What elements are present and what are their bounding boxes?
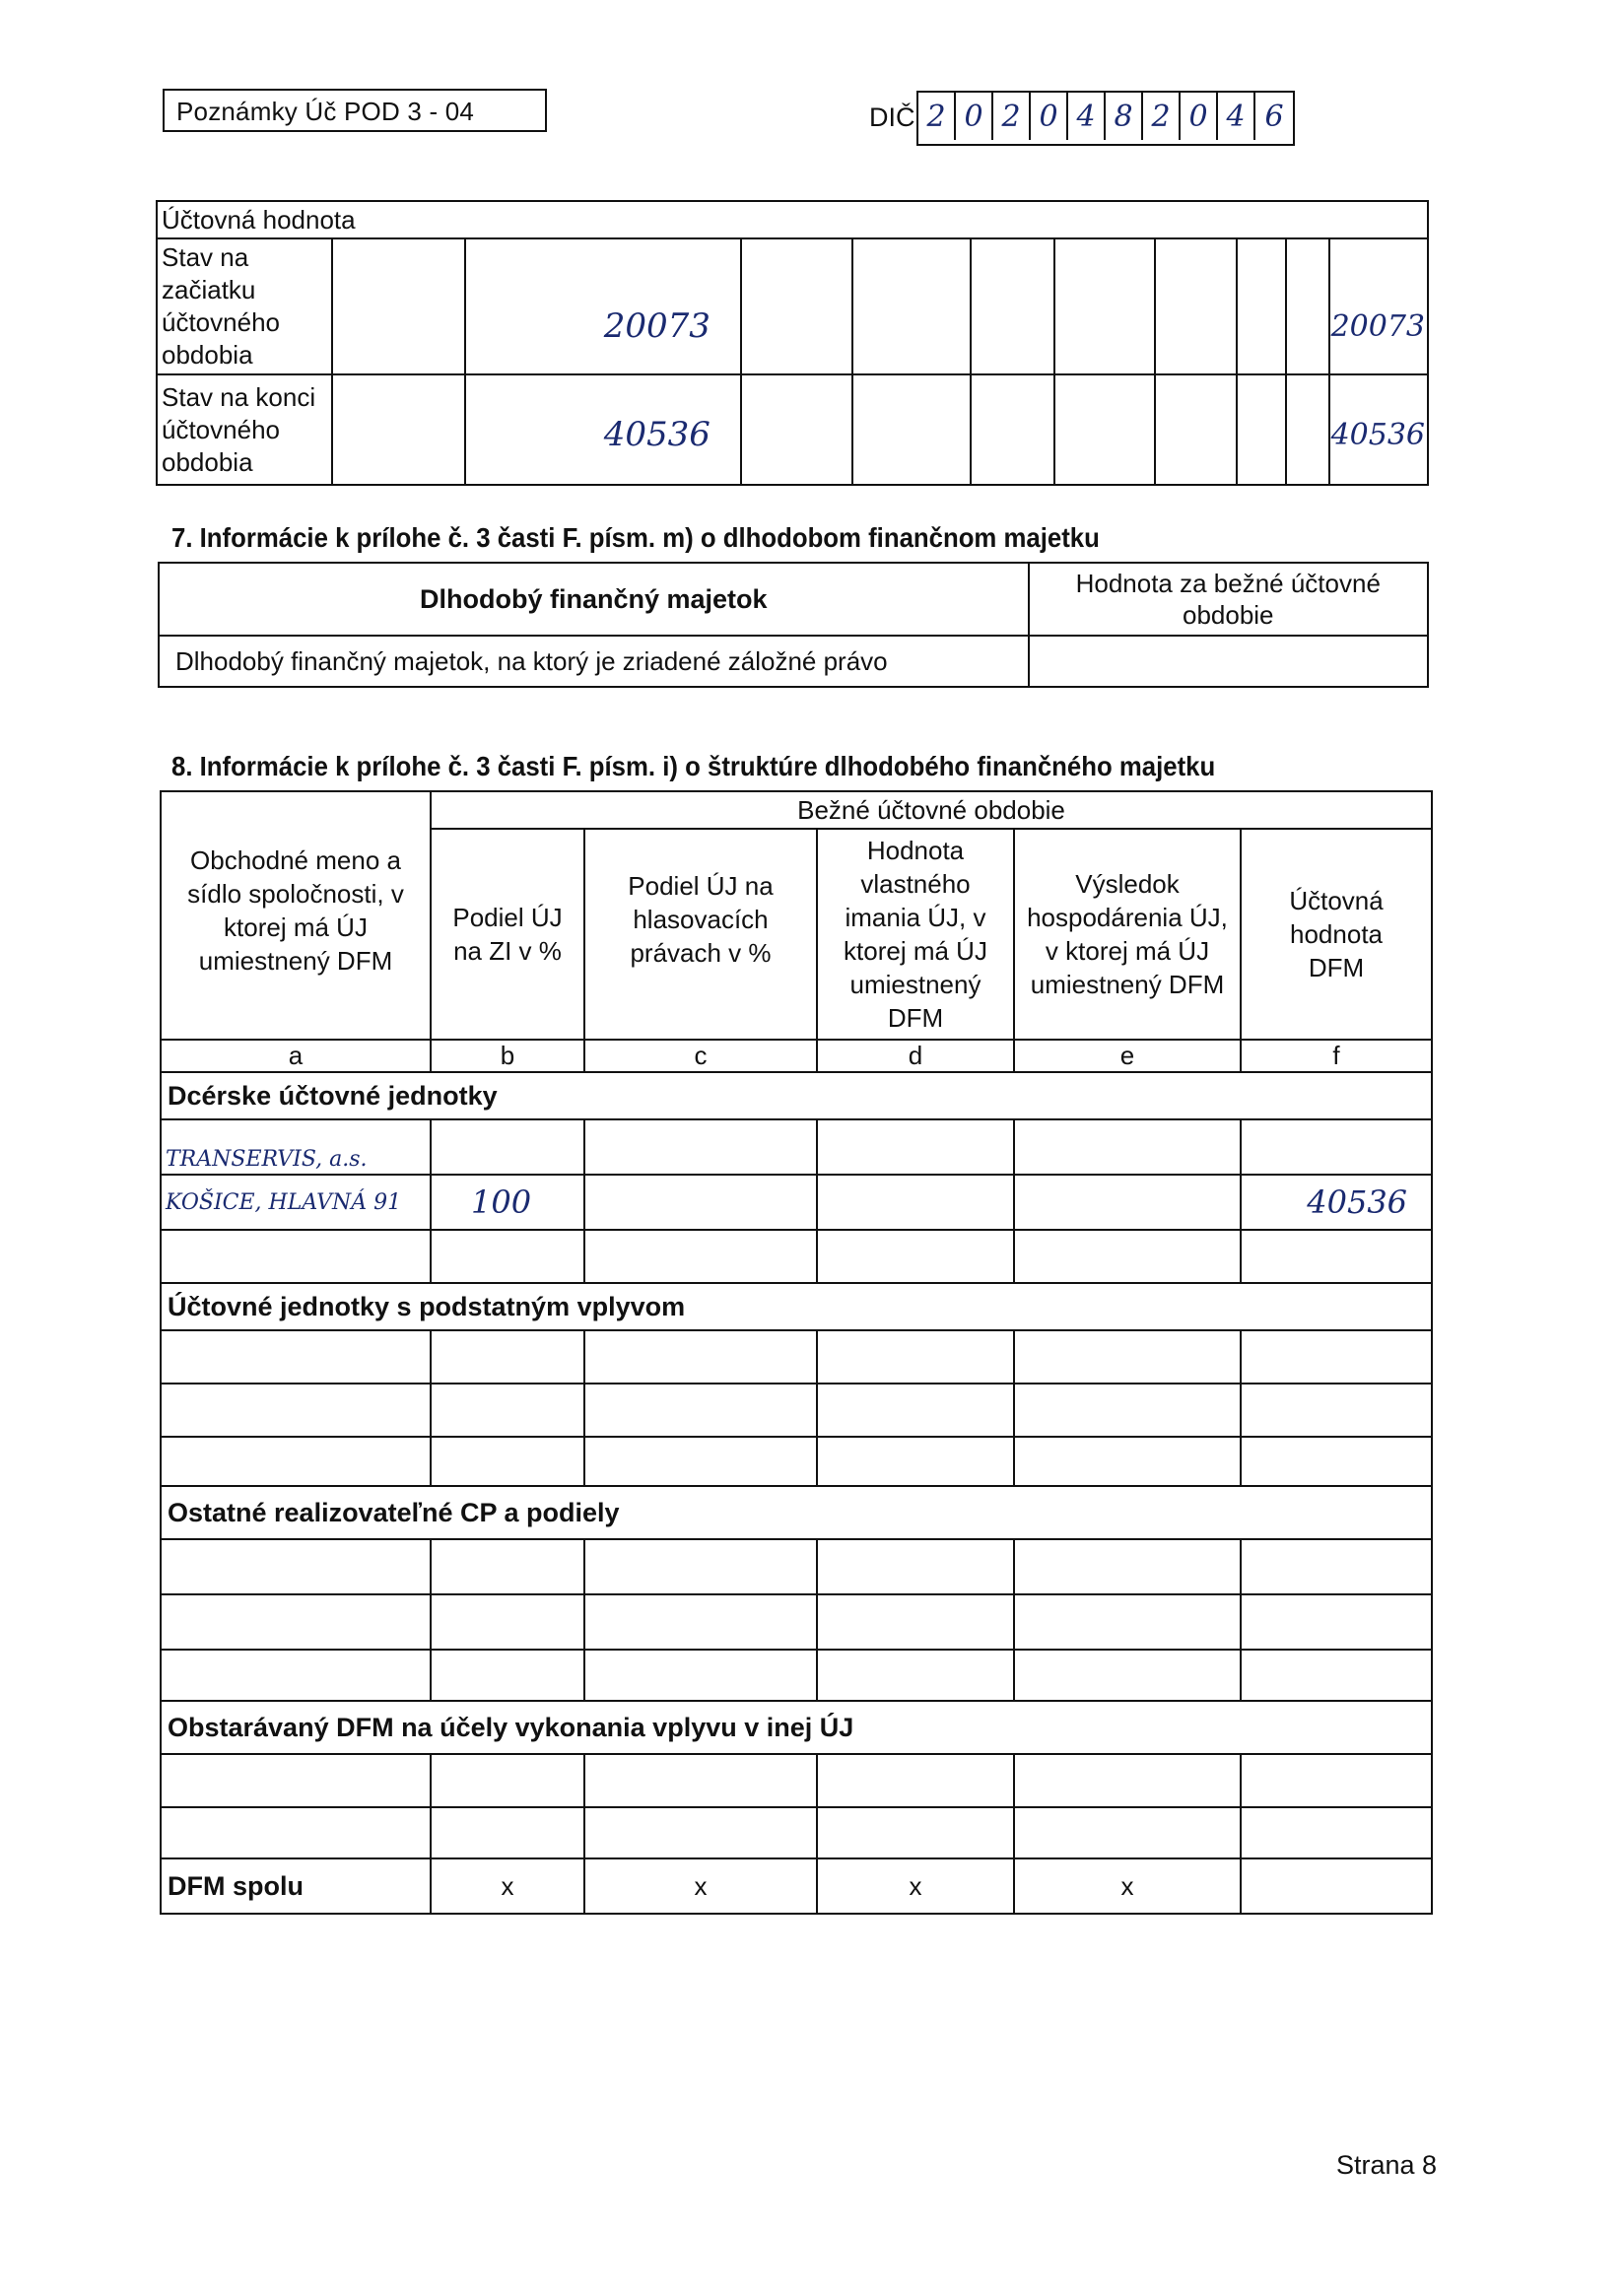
section7-row-label: Dlhodobý finančný majetok, na ktorý je zriadené záložné právo — [159, 636, 1029, 687]
table-cell[interactable] — [817, 1754, 1014, 1807]
table-cell[interactable] — [584, 1330, 817, 1384]
dic-digit[interactable]: 4 — [1068, 93, 1106, 140]
table-cell[interactable] — [1155, 238, 1237, 374]
table-cell[interactable] — [431, 1119, 584, 1175]
table-cell[interactable] — [161, 1437, 431, 1486]
table-cell[interactable] — [1014, 1437, 1241, 1486]
table-cell[interactable] — [431, 1594, 584, 1650]
table-cell[interactable] — [852, 238, 971, 374]
table-cell[interactable] — [817, 1119, 1014, 1175]
table-cell[interactable] — [431, 1230, 584, 1283]
table-cell[interactable] — [584, 1384, 817, 1437]
table-cell[interactable] — [584, 1594, 817, 1650]
ucotvna-title: Účtovná hodnota — [157, 201, 1428, 238]
table-cell[interactable] — [1286, 238, 1329, 374]
form-title-box — [163, 89, 547, 132]
table-cell[interactable] — [741, 374, 852, 485]
dic-digit[interactable]: 0 — [1181, 93, 1218, 140]
table-cell[interactable] — [584, 1175, 817, 1230]
table-cell[interactable] — [817, 1230, 1014, 1283]
table-cell[interactable] — [817, 1437, 1014, 1486]
entry-share[interactable]: 100 — [431, 1175, 584, 1230]
table-cell[interactable] — [431, 1330, 584, 1384]
row-label-end: Stav na konci účtovného obdobia — [157, 374, 332, 485]
table-cell[interactable] — [161, 1330, 431, 1384]
table-cell[interactable] — [1014, 1650, 1241, 1701]
value-start-last[interactable]: 20073 — [1329, 238, 1428, 374]
section7-col1-header-text: Dlhodobý finančný majetok — [419, 583, 768, 614]
col-b-letter: b — [431, 1040, 584, 1072]
table-cell[interactable] — [1241, 1650, 1432, 1701]
table-cell[interactable] — [161, 1754, 431, 1807]
group-title-ostatne-cp: Ostatné realizovateľné CP a podiely — [161, 1486, 1432, 1539]
table-cell[interactable] — [1014, 1175, 1241, 1230]
dic-digit[interactable]: 8 — [1106, 93, 1143, 140]
table-cell[interactable] — [161, 1807, 431, 1858]
table-cell[interactable] — [1286, 374, 1329, 485]
table-cell[interactable] — [852, 374, 971, 485]
table-cell[interactable] — [741, 238, 852, 374]
total-d: x — [817, 1858, 1014, 1914]
entry-name-line2[interactable]: KOŠICE, HLAVNÁ 91 — [161, 1175, 431, 1230]
row-label-start: Stav na začiatku účtovného obdobia — [157, 238, 332, 374]
table-cell[interactable] — [1155, 374, 1237, 485]
table-cell[interactable] — [431, 1807, 584, 1858]
page-number: Strana 8 — [1336, 2150, 1438, 2180]
section7-row-value[interactable] — [1029, 636, 1428, 687]
section7-title: 7. Informácie k prílohe č. 3 časti F. písm. m) o dlhodobom finančnom majetku — [171, 522, 1100, 553]
dic-digit[interactable]: 2 — [918, 93, 956, 140]
table-cell[interactable] — [817, 1384, 1014, 1437]
table-cell[interactable] — [817, 1175, 1014, 1230]
table-cell[interactable] — [1014, 1754, 1241, 1807]
table-cell[interactable] — [584, 1539, 817, 1594]
section7-col2-header: Hodnota za bežné účtovné obdobie — [1029, 563, 1428, 636]
table-cell[interactable] — [584, 1754, 817, 1807]
table-cell[interactable] — [1014, 1230, 1241, 1283]
table-cell[interactable] — [1241, 1594, 1432, 1650]
table-cell[interactable] — [161, 1650, 431, 1701]
section7-table — [158, 562, 1429, 688]
table-cell[interactable] — [1014, 1384, 1241, 1437]
table-cell[interactable] — [817, 1807, 1014, 1858]
table-cell[interactable] — [1054, 238, 1155, 374]
table-cell[interactable] — [1014, 1539, 1241, 1594]
section7-col1-header — [159, 563, 1029, 636]
form-title: Poznámky Úč POD 3 - 04 — [176, 97, 475, 126]
ucotvna-hodnota-table — [156, 200, 1429, 486]
table-cell[interactable] — [1241, 1754, 1432, 1807]
dic-digit[interactable]: 4 — [1218, 93, 1255, 140]
table-cell[interactable] — [817, 1650, 1014, 1701]
table-cell[interactable] — [584, 1807, 817, 1858]
total-f[interactable] — [1241, 1858, 1432, 1914]
table-cell[interactable] — [971, 374, 1054, 485]
table-cell[interactable] — [431, 1437, 584, 1486]
table-cell[interactable] — [1014, 1807, 1241, 1858]
group-title-podstatny-vplyv: Účtovné jednotky s podstatným vplyvom — [161, 1283, 1432, 1330]
section8-title: 8. Informácie k prílohe č. 3 časti F. písm. i) o štruktúre dlhodobého finančného majetku — [171, 751, 1216, 781]
table-cell[interactable] — [431, 1650, 584, 1701]
col-d-header: Hodnota vlastného imania ÚJ, v ktorej má ÚJ umiestnený DFM — [817, 829, 1014, 1040]
dic-digit[interactable]: 2 — [1143, 93, 1181, 140]
col-d-letter: d — [817, 1040, 1014, 1072]
table-cell[interactable] — [431, 1754, 584, 1807]
dic-digit[interactable]: 6 — [1264, 99, 1284, 134]
col-e-header: Výsledok hospodárenia ÚJ, v ktorej má ÚJ umiestnený DFM — [1014, 829, 1241, 1040]
dic-label: DIČ — [869, 102, 915, 132]
table-cell[interactable] — [161, 1230, 431, 1283]
value-end-first[interactable]: 40536 — [465, 374, 741, 485]
table-cell[interactable] — [332, 238, 465, 374]
dic-digit[interactable]: 2 — [993, 93, 1031, 140]
period-header: Bežné účtovné obdobie — [431, 791, 1432, 829]
value-start-first[interactable]: 20073 — [465, 238, 741, 374]
table-cell[interactable] — [1241, 1384, 1432, 1437]
col-a-header-text: Obchodné meno a sídlo spoločnosti, v ktorej má ÚJ umiestnený DFM — [187, 845, 404, 976]
table-cell[interactable] — [1237, 374, 1287, 485]
group-title-obstaravany-dfm: Obstarávaný DFM na účely vykonania vplyvu v inej ÚJ — [161, 1701, 1432, 1754]
col-f-header: Účtovná hodnota DFM — [1241, 829, 1432, 1040]
table-cell[interactable] — [584, 1650, 817, 1701]
col-b-header: Podiel ÚJ na ZI v % — [431, 829, 584, 1040]
table-cell[interactable] — [1237, 238, 1287, 374]
dic-digit[interactable]: 0 — [956, 93, 993, 140]
col-c-letter: c — [584, 1040, 817, 1072]
table-cell[interactable] — [1241, 1330, 1432, 1384]
table-cell[interactable] — [431, 1539, 584, 1594]
table-cell[interactable] — [971, 238, 1054, 374]
entry-value[interactable]: 40536 — [1241, 1175, 1432, 1230]
total-b: x — [431, 1858, 584, 1914]
table-cell[interactable] — [817, 1594, 1014, 1650]
table-cell[interactable] — [431, 1384, 584, 1437]
table-cell[interactable] — [1054, 374, 1155, 485]
dic-boxes — [916, 91, 1295, 146]
col-f-letter: f — [1241, 1040, 1432, 1072]
total-label: DFM spolu — [161, 1858, 431, 1914]
table-cell[interactable] — [1014, 1330, 1241, 1384]
col-a-header — [161, 791, 431, 1040]
table-cell[interactable] — [161, 1384, 431, 1437]
table-cell[interactable] — [1241, 1437, 1432, 1486]
total-e: x — [1014, 1858, 1241, 1914]
value-end-last[interactable]: 40536 — [1329, 374, 1428, 485]
table-cell[interactable] — [1241, 1230, 1432, 1283]
table-cell[interactable] — [817, 1330, 1014, 1384]
table-cell[interactable] — [584, 1230, 817, 1283]
dic-digit[interactable]: 0 — [1031, 93, 1068, 140]
table-cell[interactable] — [332, 374, 465, 485]
table-cell[interactable] — [1014, 1119, 1241, 1175]
table-cell[interactable] — [161, 1594, 431, 1650]
table-cell[interactable] — [817, 1539, 1014, 1594]
table-cell[interactable] — [1241, 1539, 1432, 1594]
group-title-dcerske: Dcérske účtovné jednotky — [161, 1072, 1432, 1119]
col-e-letter: e — [1014, 1040, 1241, 1072]
table-cell[interactable] — [1014, 1594, 1241, 1650]
col-a-letter: a — [161, 1040, 431, 1072]
col-c-header: Podiel ÚJ na hlasovacích právach v % — [584, 829, 817, 1040]
entry-name-line1[interactable]: TRANSERVIS, a.s. — [161, 1119, 431, 1175]
table-cell[interactable] — [161, 1539, 431, 1594]
total-c: x — [584, 1858, 817, 1914]
table-cell[interactable] — [1241, 1119, 1432, 1175]
section8-table — [160, 790, 1433, 1915]
table-cell[interactable] — [1241, 1807, 1432, 1858]
table-cell[interactable] — [584, 1437, 817, 1486]
table-cell[interactable] — [584, 1119, 817, 1175]
